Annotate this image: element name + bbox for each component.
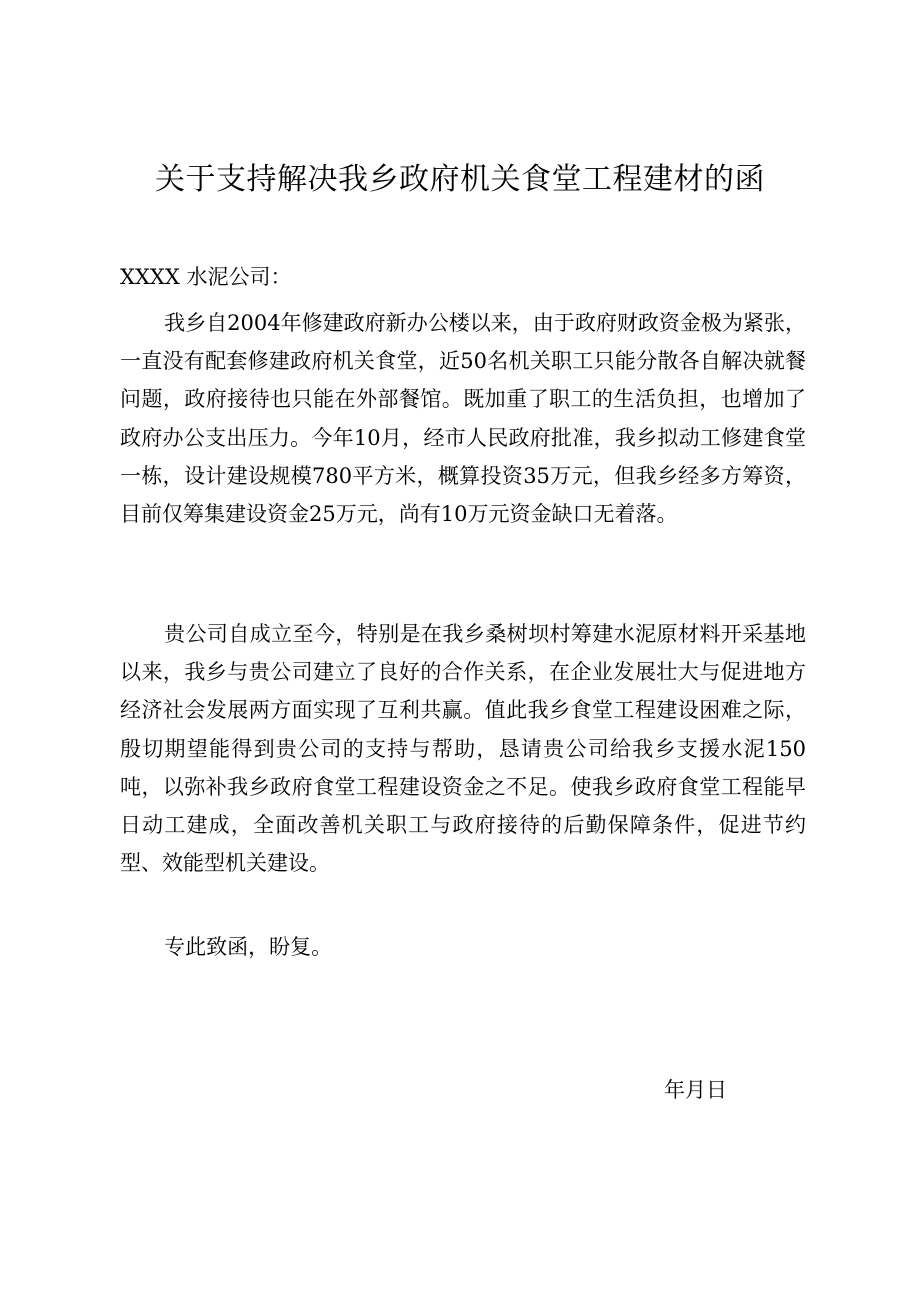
letter-salutation: XXXX 水泥公司： <box>120 265 292 289</box>
letter-closing: 专此致函，盼复。 <box>164 935 333 959</box>
letter-paragraph-2: 贵公司自成立至今，特别是在我乡桑树坝村筹建水泥原材料开采基地以来，我乡与贵公司建立了良好的合作关系，在企业发展壮大与促进地方经济社会发展两方面实现了互利共赢。值此我乡食堂工程建设困难之际，殷切期望能得到贵公司的支持与帮助，恳请贵公司给我乡支援水泥150吨，以弥补我乡政府食堂工程建设资金之不足。使我乡政府食堂工程能早日动工建成，全面改善机关职工与政府接待的后勤保障条件，促进节约型、效能型机关建设。 <box>120 622 806 876</box>
letter-paragraph-1: 我乡自2004年修建政府新办公楼以来，由于政府财政资金极为紧张，一直没有配套修建政府机关食堂，近50名机关职工只能分散各自解决就餐问题，政府接待也只能在外部餐馆。既加重了职工的生活负担，也增加了政府办公支出压力。今年10月，经市人民政府批准，我乡拟动工修建食堂一栋，设计建设规模780平方米，概算投资35万元，但我乡经多方筹资，目前仅筹集建设资金25万元，尚有10万元资金缺口无着落。 <box>120 311 806 527</box>
letter-date: 年月日 <box>664 1078 727 1102</box>
letter-title: 关于支持解决我乡政府机关食堂工程建材的函 <box>155 162 765 197</box>
